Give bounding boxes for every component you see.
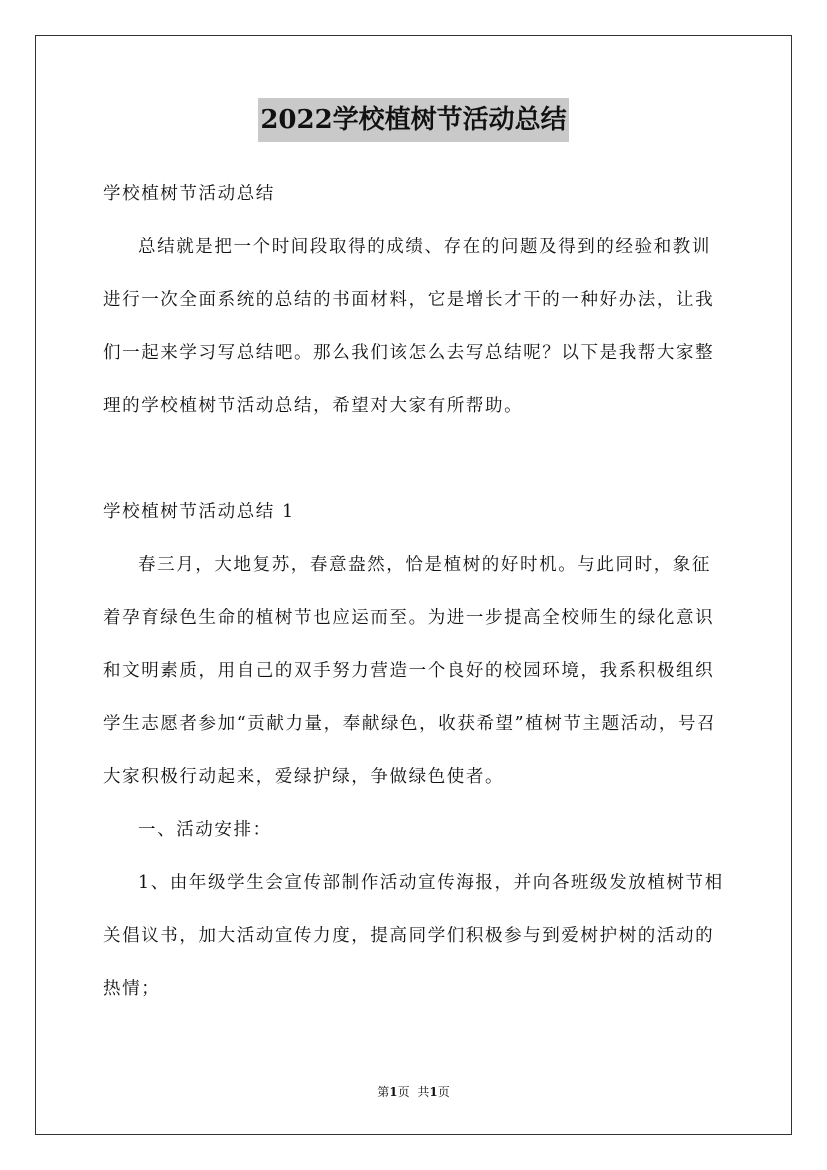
intro-paragraph: 总结就是把一个时间段取得的成绩、存在的问题及得到的经验和教训进行一次全面系统的总结的书面材料，它是增长才干的一种好办法，让我们一起来学习写总结吧。那么我们该怎么去写总结呢？以下是我帮大家整理的学校植树节活动总结，希望对大家有所帮助。 xyxy=(103,237,715,416)
total-prefix: 共 xyxy=(417,1085,430,1099)
document-subtitle: 学校植树节活动总结 xyxy=(103,184,275,204)
section-paragraph: 春三月，大地复苏，春意盎然，恰是植树的好时机。与此同时，象征着孕育绿色生命的植树节也应运而至。为进一步提高全校师生的绿化意识和文明素质，用自己的双手努力营造一个良好的校园环境，我系积极组织学生志愿者参加“贡献力量，奉献绿色，收获希望”植树节主题活动，号召大家积极行动起来，爱绿护绿，争做绿色使者。 xyxy=(103,555,717,787)
page-suffix: 页 xyxy=(397,1085,410,1099)
page-prefix: 第 xyxy=(377,1085,390,1099)
list-heading: 一、活动安排： xyxy=(138,820,272,840)
document-body xyxy=(103,168,725,1016)
page-number: 1 xyxy=(389,1085,398,1099)
page-footer xyxy=(0,1082,827,1102)
paragraph-gap xyxy=(103,433,725,486)
section-heading: 学校植树节活动总结 1 xyxy=(103,502,295,522)
list-item: 1、由年级学生会宣传部制作活动宣传海报，并向各班级发放植树节相关倡议书，加大活动宣传力度，提高同学们积极参与到爱树护树的活动的热情； xyxy=(103,873,724,999)
total-suffix: 页 xyxy=(437,1085,450,1099)
total-pages: 1 xyxy=(429,1085,438,1099)
title-wrap xyxy=(0,98,827,142)
document-title: 2022学校植树节活动总结 xyxy=(258,98,568,142)
